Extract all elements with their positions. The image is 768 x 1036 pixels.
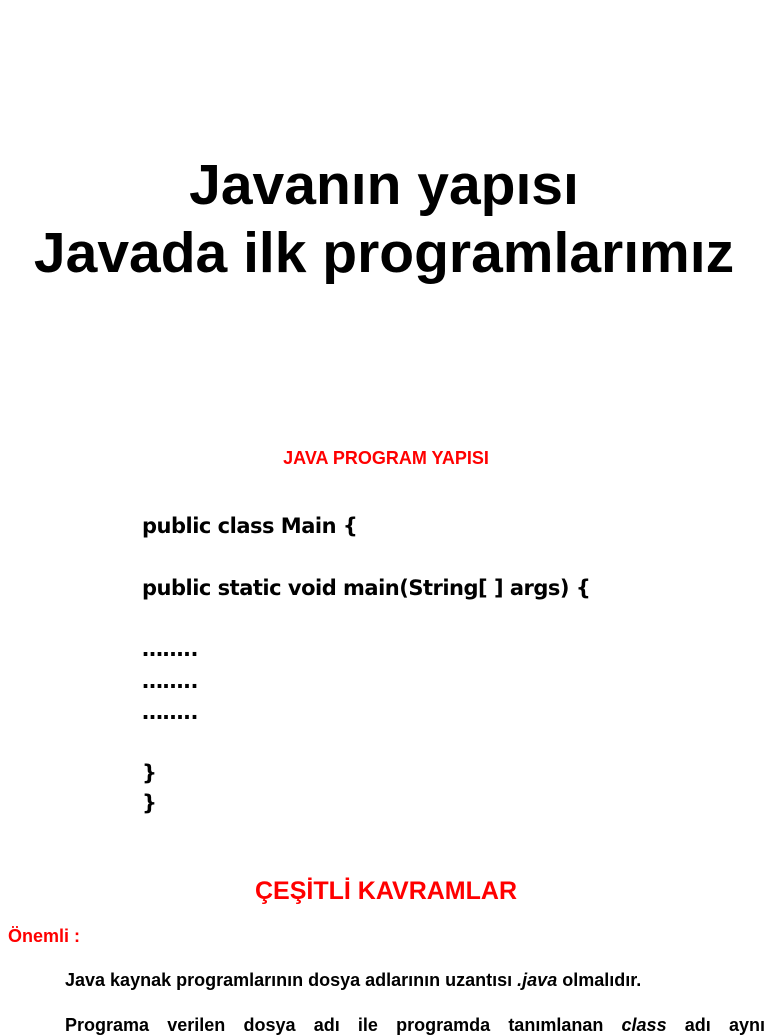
- code-line: ……..: [142, 669, 198, 693]
- paragraph-word: programda: [396, 1015, 491, 1035]
- code-line: ……..: [142, 700, 198, 724]
- paragraph-text: olmalıdır.: [557, 970, 642, 990]
- paragraph-word: ile: [357, 1015, 378, 1035]
- file-extension-text: .java: [517, 970, 558, 990]
- code-line: public static void main(String[ ] args) {: [142, 576, 591, 600]
- title-line-2: Javada ilk programlarımız: [33, 221, 735, 285]
- section-heading-cesitli-kavramlar: ÇEŞİTLİ KAVRAMLAR: [254, 877, 518, 905]
- paragraph-file-extension: [65, 969, 641, 991]
- paragraph-word: class: [621, 1015, 667, 1035]
- code-line: public class Main {: [142, 514, 358, 538]
- code-line: }: [142, 761, 157, 785]
- code-line: }: [142, 791, 157, 815]
- title-line-1: Javanın yapısı: [189, 153, 579, 217]
- paragraph-word: tanımlanan: [508, 1015, 604, 1035]
- paragraph-word: verilen: [167, 1015, 226, 1035]
- paragraph-word: adı: [684, 1015, 711, 1035]
- paragraph-word: adı: [313, 1015, 340, 1035]
- page-title: [0, 151, 768, 287]
- section-heading-java-program-yapisi: JAVA PROGRAM YAPISI: [283, 448, 489, 468]
- note-label: Önemli :: [8, 926, 81, 946]
- paragraph-class-name: [65, 1014, 765, 1036]
- code-line: ……..: [142, 637, 198, 661]
- paragraph-text: Java kaynak programlarının dosya adlarının uzantısı: [65, 970, 518, 990]
- paragraph-word: dosya: [243, 1015, 296, 1035]
- paragraph-word: aynı: [728, 1015, 765, 1035]
- paragraph-word: Programa: [65, 1015, 150, 1035]
